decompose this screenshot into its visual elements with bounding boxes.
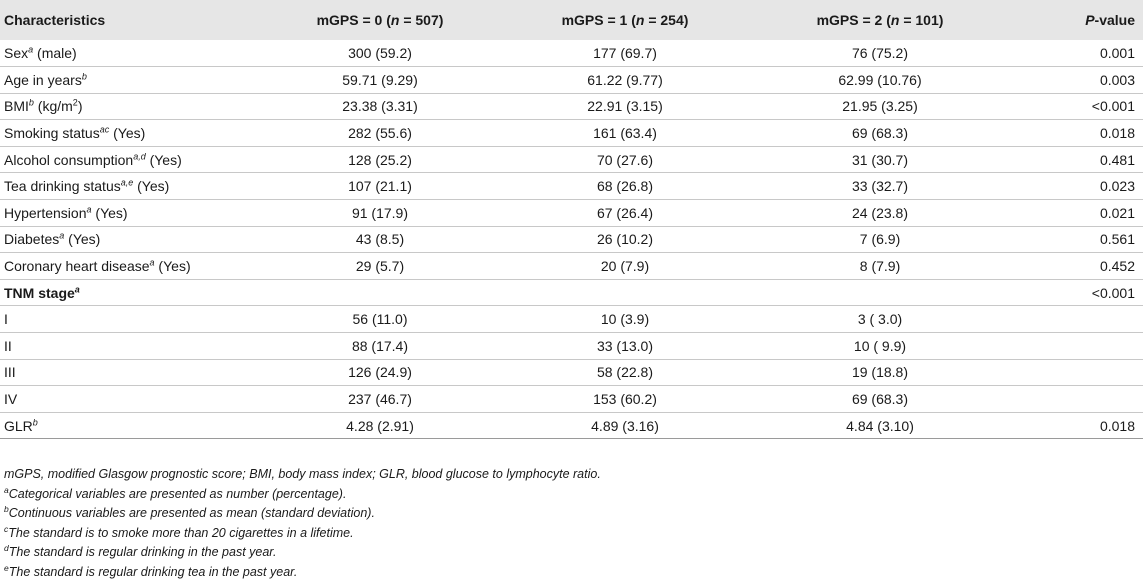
cell-p-value [1010, 306, 1143, 333]
cell-mgps-2: 62.99 (10.76) [838, 71, 922, 88]
cell-mgps-0: 23.38 (3.31) [342, 98, 418, 115]
header-mgps-0: mGPS = 0 (n = 507) [316, 12, 444, 28]
footnote-c: $^c$The standard is to smoke more than 20 cigarettes in a lifetime. [4, 523, 354, 540]
row-label: TNM stage$^a$ [4, 283, 80, 301]
row-label: Alcohol consumption$^{a,d}$ (Yes) [4, 151, 182, 168]
cell-p-value [1010, 386, 1143, 413]
cell-mgps-1: 177 (69.7) [593, 45, 657, 62]
row-label: IV [4, 391, 18, 408]
cell-mgps-1: 61.22 (9.77) [587, 71, 663, 88]
row-label: II [4, 337, 12, 354]
header-mgps-2: mGPS = 2 (n = 101) [816, 12, 944, 28]
cell-mgps-0: 128 (25.2) [348, 151, 412, 168]
row-label: Hypertension$^a$ (Yes) [4, 204, 128, 221]
row-label: Age in years$^b$ [4, 71, 87, 88]
cell-p-value [1010, 333, 1143, 360]
cell-mgps-0: 300 (59.2) [348, 45, 412, 62]
cell-mgps-2: 33 (32.7) [851, 178, 909, 195]
cell-mgps-1: 70 (27.6) [596, 151, 654, 168]
cell-p-value: 0.452 [1099, 258, 1135, 275]
cell-p-value: <0.001 [1091, 284, 1135, 301]
cell-mgps-0: 91 (17.9) [351, 204, 409, 221]
footnote-b: $^b$Continuous variables are presented as mean (standard deviation). [4, 503, 375, 520]
cell-mgps-2: 21.95 (3.25) [842, 98, 918, 115]
row-label: Smoking status$^{ac}$ (Yes) [4, 124, 146, 142]
table-row [0, 93, 1143, 120]
row-label: GLR$^b$ [4, 416, 38, 434]
cell-mgps-2: 31 (30.7) [851, 151, 909, 168]
cell-mgps-2 [750, 279, 1010, 306]
cell-mgps-1: 58 (22.8) [596, 364, 654, 381]
footnote-a: $^a$Categorical variables are presented as number (percentage). [4, 484, 347, 501]
cell-mgps-0: 56 (11.0) [352, 311, 408, 328]
cell-p-value: 0.018 [1099, 125, 1135, 142]
table-row [0, 146, 1143, 173]
cell-mgps-1: 4.89 (3.16) [591, 417, 659, 434]
cell-p-value: 0.481 [1099, 151, 1135, 168]
cell-mgps-0: 237 (46.7) [348, 391, 412, 408]
cell-mgps-2: 7 (6.9) [859, 231, 901, 248]
table-row [0, 253, 1143, 280]
cell-mgps-2: 69 (68.3) [851, 125, 909, 142]
cell-mgps-0: 59.71 (9.29) [342, 71, 418, 88]
table-header-row [0, 0, 1143, 40]
cell-mgps-1: 68 (26.8) [596, 178, 654, 195]
cell-p-value: 0.003 [1099, 71, 1135, 88]
table-row [0, 386, 1143, 413]
cell-mgps-1: 153 (60.2) [593, 391, 657, 408]
cell-mgps-1: 26 (10.2) [596, 231, 654, 248]
cell-mgps-2: 69 (68.3) [851, 391, 909, 408]
cell-mgps-0: 88 (17.4) [351, 337, 409, 354]
table-row [0, 279, 1143, 306]
cell-p-value: 0.561 [1099, 231, 1135, 248]
table-row [0, 40, 1143, 67]
cell-p-value: 0.021 [1099, 204, 1135, 221]
cell-mgps-0: 126 (24.9) [348, 364, 412, 381]
header-characteristics: Characteristics [4, 12, 106, 28]
cell-mgps-2: 10 ( 9.9) [853, 337, 907, 354]
row-label: III [4, 364, 16, 381]
table-row [0, 412, 1143, 439]
cell-mgps-1: 10 (3.9) [600, 311, 650, 328]
row-label: Sex$^a$ (male) [4, 44, 77, 62]
table-footnotes [4, 465, 601, 582]
row-label: BMI$^b$ $(kg/m^2)$ [4, 97, 83, 115]
table-row [0, 359, 1143, 386]
footnote-e: $^e$The standard is regular drinking tea in the past year. [4, 562, 298, 579]
cell-p-value: 0.018 [1099, 417, 1135, 434]
cell-mgps-1 [500, 279, 750, 306]
cell-mgps-2: 4.84 (3.10) [846, 417, 914, 434]
footnote-d: $^d$The standard is regular drinking in the past year. [4, 542, 277, 559]
header-mgps-1: mGPS = 1 (n = 254) [561, 12, 689, 28]
cell-p-value: 0.023 [1099, 178, 1135, 195]
cell-mgps-0: 282 (55.6) [348, 125, 412, 142]
cell-mgps-0: 43 (8.5) [355, 231, 405, 248]
cell-mgps-0: 107 (21.1) [348, 178, 412, 195]
row-label: Diabetes$^a$ (Yes) [4, 230, 101, 248]
table-row [0, 173, 1143, 200]
cell-mgps-2: 24 (23.8) [851, 204, 909, 221]
cell-mgps-2: 8 (7.9) [859, 258, 901, 275]
cell-p-value [1010, 359, 1143, 386]
cell-mgps-1: 33 (13.0) [596, 337, 654, 354]
table-row [0, 67, 1143, 94]
cell-mgps-0 [260, 279, 500, 306]
footnote-abbreviations: mGPS, modified Glasgow prognostic score; BMI, body mass index; GLR, blood glucose to lymphocyte ratio. [4, 467, 601, 481]
cell-mgps-2: 19 (18.8) [851, 364, 909, 381]
table-row [0, 120, 1143, 147]
cell-mgps-2: 76 (75.2) [851, 45, 909, 62]
table-row [0, 306, 1143, 333]
header-p-value: P-value [1085, 12, 1135, 28]
cell-mgps-1: 161 (63.4) [593, 125, 657, 142]
cell-mgps-1: 22.91 (3.15) [587, 98, 663, 115]
cell-p-value: <0.001 [1091, 98, 1135, 115]
cell-p-value: 0.001 [1099, 45, 1135, 62]
table-row [0, 200, 1143, 227]
row-label: Tea drinking status$^{a,e}$ (Yes) [4, 177, 170, 195]
cell-mgps-2: 3 ( 3.0) [857, 311, 903, 328]
row-label: Coronary heart disease$^a$ (Yes) [4, 257, 191, 275]
cell-mgps-1: 20 (7.9) [600, 258, 650, 275]
table-row [0, 333, 1143, 360]
cell-mgps-0: 29 (5.7) [355, 258, 405, 275]
cell-mgps-0: 4.28 (2.91) [346, 417, 414, 434]
cell-mgps-1: 67 (26.4) [596, 204, 654, 221]
table-row [0, 226, 1143, 253]
row-label: I [4, 311, 8, 328]
